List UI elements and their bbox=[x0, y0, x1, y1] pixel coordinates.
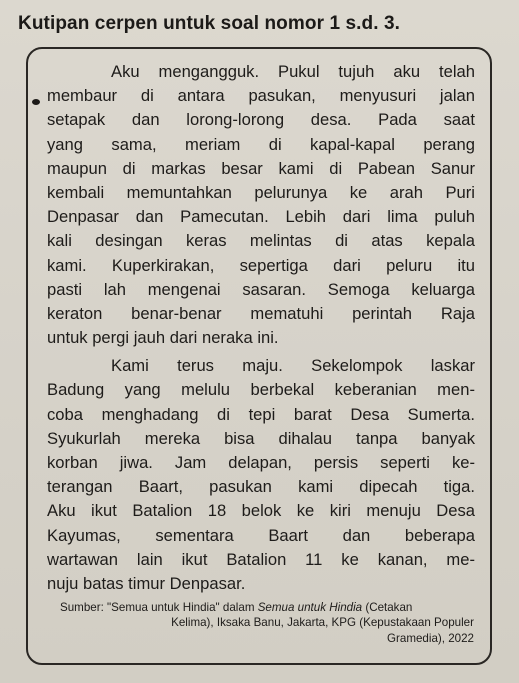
text-line: yang sama, meriam di kapal-kapal perang bbox=[47, 134, 475, 154]
text-line: Aku ikut Batalion 18 belok ke kiri menuju Desa bbox=[47, 501, 475, 521]
heading: Kutipan cerpen untuk soal nomor 1 s.d. 3. bbox=[18, 13, 401, 34]
text-line: kembali memuntahkan pelurunya ke arah Puri bbox=[47, 182, 475, 202]
source-line-3: Gramedia), 2022 bbox=[387, 631, 474, 645]
paragraph-2 bbox=[47, 354, 475, 596]
excerpt-text bbox=[47, 60, 475, 596]
text-line: maupun di markas besar kami di Pabean Sanur bbox=[47, 158, 475, 178]
source-citation bbox=[60, 600, 474, 646]
text-line: kami. Kuperkirakan, sepertiga dari peluru itu bbox=[47, 255, 475, 275]
paragraph-1 bbox=[47, 60, 475, 350]
text-line: coba menghadang di tepi barat Desa Sumerta. bbox=[47, 404, 475, 424]
text-line: Denpasar dan Pamecutan. Lebih dari lima puluh bbox=[47, 207, 475, 227]
text-line: terangan Baart, pasukan kami dipecah tiga. bbox=[47, 477, 475, 497]
text-line: setapak dan lorong-lorong desa. Pada saat bbox=[47, 110, 475, 130]
text-line: keraton benar-benar mematuhi perintah Raja bbox=[47, 303, 475, 323]
text-line: korban jiwa. Jam delapan, persis seperti ke- bbox=[47, 453, 475, 472]
source-line-2: Kelima), Iksaka Banu, Jakarta, KPG (Kepustakaan Populer bbox=[171, 616, 474, 630]
text-line: Aku mengangguk. Pukul tujuh aku telah bbox=[111, 62, 475, 81]
text-line: wartawan lain ikut Batalion 11 ke kanan, me- bbox=[47, 549, 475, 569]
text-line: Badung yang melulu berbekal keberanian men- bbox=[47, 380, 475, 400]
text-line: Kayumas, sementara Baart dan beberapa bbox=[47, 525, 475, 545]
book-title: Semua untuk Hindia bbox=[257, 601, 363, 614]
source-line-1: Sumber: "Semua untuk Hindia" dalam Semua untuk Hindia (Cetakan bbox=[60, 601, 413, 614]
text-line: nuju batas timur Denpasar. bbox=[47, 573, 246, 593]
text-line: Syukurlah mereka bisa dihalau tanpa banyak bbox=[47, 428, 475, 448]
text-line: membaur di antara pasukan, menyusuri jalan bbox=[47, 86, 475, 106]
bullet-dot-icon bbox=[32, 99, 40, 105]
text-line: kali desingan keras melintas di atas kepala bbox=[47, 231, 475, 251]
text-line: Kami terus maju. Sekelompok laskar bbox=[111, 356, 475, 376]
text-line: untuk pergi jauh dari neraka ini. bbox=[47, 328, 279, 348]
text-line: pasti lah mengenai sasaran. Semoga keluarga bbox=[47, 279, 475, 299]
